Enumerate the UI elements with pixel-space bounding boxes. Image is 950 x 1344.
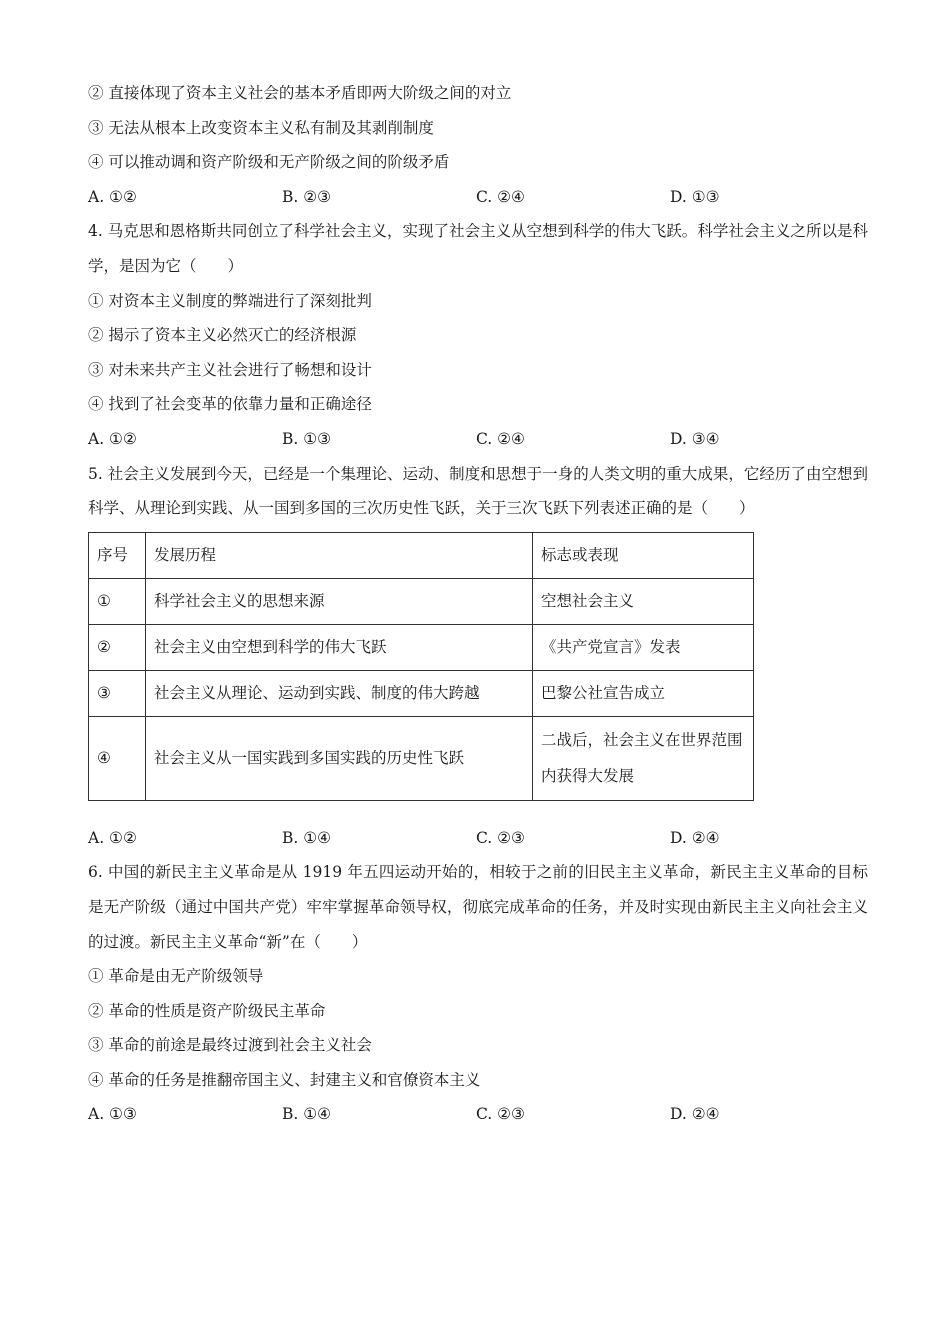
statement: ④ 可以推动调和资产阶级和无产阶级之间的阶级矛盾 <box>88 153 450 172</box>
statement: ① 对资本主义制度的弊端进行了深刻批判 <box>88 291 372 310</box>
table-header: 标志或表现 <box>533 532 754 578</box>
history-table <box>88 532 754 801</box>
option-b: B. ①③ <box>282 429 332 448</box>
option-a: A. ①② <box>88 187 137 206</box>
table-cell: 科学社会主义的思想来源 <box>146 578 533 624</box>
statement: ③ 革命的前途是最终过渡到社会主义社会 <box>88 1036 372 1055</box>
option-d: D. ③④ <box>670 429 720 448</box>
statement: ④ 革命的任务是推翻帝国主义、封建主义和官僚资本主义 <box>88 1070 481 1089</box>
option-d: D. ②④ <box>670 828 720 847</box>
table-cell: ④ <box>89 716 146 800</box>
table-cell: ③ <box>89 670 146 716</box>
table-cell: 空想社会主义 <box>533 578 754 624</box>
statement: ② 革命的性质是资产阶级民主革命 <box>88 1001 326 1020</box>
question-stem: 5. 社会主义发展到今天，已经是一个集理论、运动、制度和思想于一身的人类文明的重大成果，它经历了由空想到科学、从理论到实践、从一国到多国的三次历史性飞跃，关于三次飞跃下列表述正确的是（ ） <box>88 464 868 518</box>
table-cell: 社会主义从理论、运动到实践、制度的伟大跨越 <box>146 670 533 716</box>
table-row <box>89 716 754 800</box>
option-b: B. ②③ <box>282 187 332 206</box>
question-stem: 4. 马克思和恩格斯共同创立了科学社会主义，实现了社会主义从空想到科学的伟大飞跃。科学社会主义之所以是科学，是因为它（ ） <box>88 222 868 275</box>
statement: ② 直接体现了资本主义社会的基本矛盾即两大阶级之间的对立 <box>88 84 512 102</box>
table-row <box>89 624 754 670</box>
question-3-tail <box>88 76 868 214</box>
option-d: D. ②④ <box>670 1105 720 1124</box>
table-row <box>89 670 754 716</box>
table-cell: ② <box>89 624 146 670</box>
question-4 <box>88 214 868 456</box>
table-cell: 《共产党宣言》发表 <box>533 624 754 670</box>
option-c: C. ②③ <box>476 1105 525 1124</box>
table-cell: 巴黎公社宣告成立 <box>533 670 754 716</box>
option-c: C. ②④ <box>476 187 525 206</box>
statement: ③ 无法从根本上改变资本主义私有制及其剥削制度 <box>88 118 434 137</box>
table-row <box>89 578 754 624</box>
answer-options <box>88 422 868 457</box>
statement: ① 革命是由无产阶级领导 <box>88 967 264 986</box>
answer-options <box>88 821 868 856</box>
table-cell: 社会主义由空想到科学的伟大飞跃 <box>146 624 533 670</box>
option-c: C. ②③ <box>476 828 525 847</box>
statement: ④ 找到了社会变革的依靠力量和正确途径 <box>88 395 372 414</box>
option-a: A. ①② <box>88 429 137 448</box>
option-c: C. ②④ <box>476 429 525 448</box>
answer-options <box>88 180 868 215</box>
option-a: A. ①② <box>88 828 137 847</box>
option-b: B. ①④ <box>282 1105 332 1124</box>
table-header: 发展历程 <box>146 532 533 578</box>
question-5 <box>88 457 868 856</box>
statement: ③ 对未来共产主义社会进行了畅想和设计 <box>88 360 372 379</box>
option-d: D. ①③ <box>670 187 720 206</box>
exam-page <box>88 76 868 1132</box>
table-cell: 二战后，社会主义在世界范围内获得大发展 <box>533 716 754 800</box>
question-stem: 6. 中国的新民主主义革命是从 1919 年五四运动开始的，相较于之前的旧民主主义革命，新民主主义革命的目标是无产阶级（通过中国共产党）牢牢掌握革命领导权，彻底完成革命的任务，并及时实现由新民主主义向社会主义的过渡。新民主主义革命“新”在（ ） <box>88 863 868 951</box>
answer-options <box>88 1097 868 1132</box>
option-a: A. ①③ <box>88 1105 137 1124</box>
option-b: B. ①④ <box>282 828 332 847</box>
table-header-row <box>89 532 754 578</box>
table-cell: 社会主义从一国实践到多国实践的历史性飞跃 <box>146 716 533 800</box>
statement: ② 揭示了资本主义必然灭亡的经济根源 <box>88 326 357 345</box>
table-header: 序号 <box>89 532 146 578</box>
table-cell: ① <box>89 578 146 624</box>
question-6 <box>88 855 868 1132</box>
